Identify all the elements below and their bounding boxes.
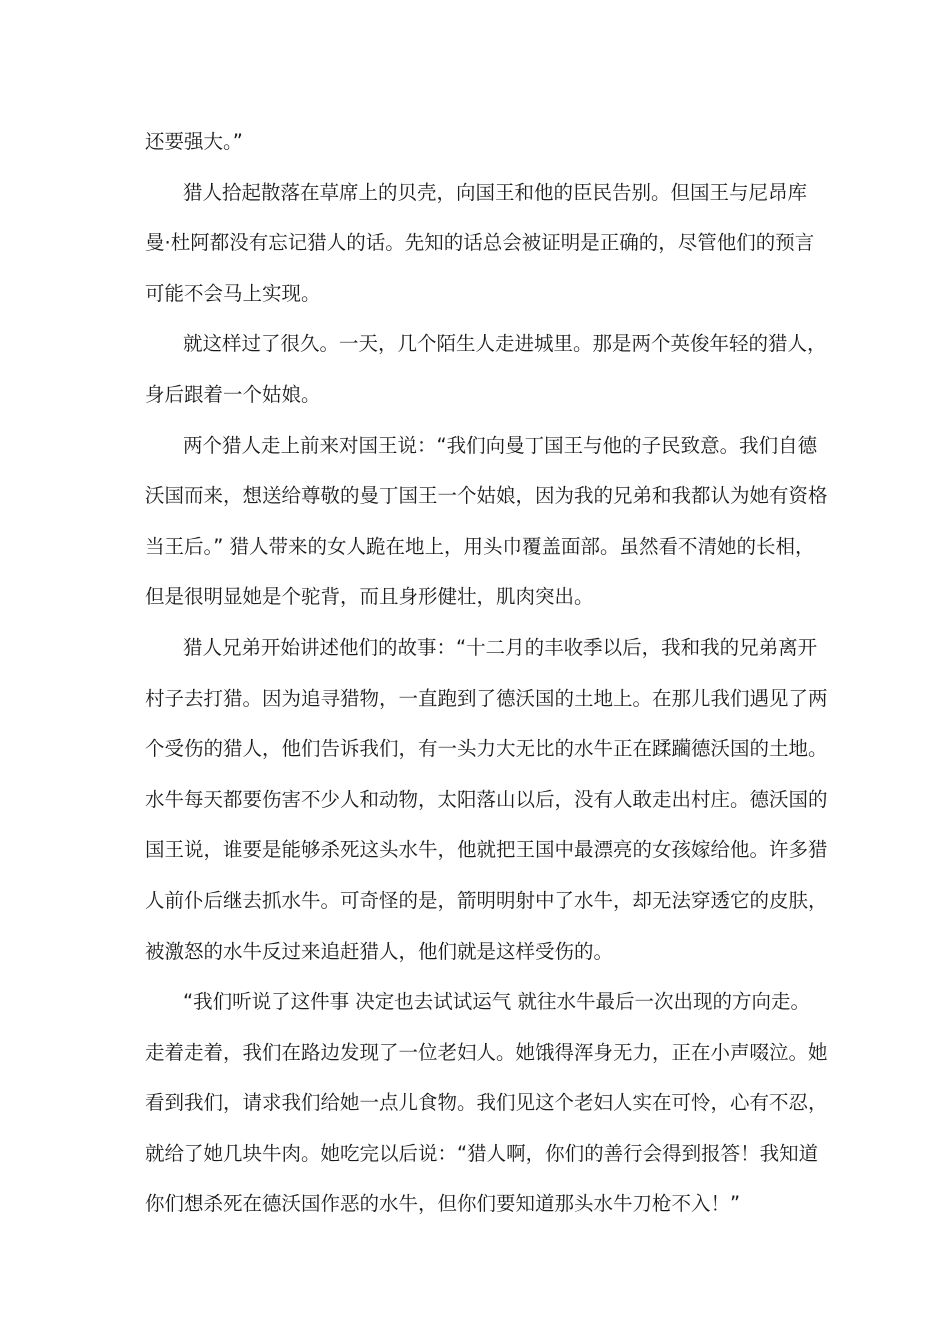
text-line: 但是很明显她是个驼背，而且身形健壮，肌肉突出。: [145, 585, 594, 609]
text-line: 还要强大。”: [145, 130, 243, 153]
text-line: 国王说，谁要是能够杀死这头水牛，他就把王国中最漂亮的女孩嫁给他。许多猎: [145, 838, 828, 862]
text-line: 走着走着，我们在路边发现了一位老妇人。她饿得浑身无力，正在小声啜泣。她: [145, 1040, 828, 1064]
text-line: 两个猎人走上前来对国王说：“我们向曼丁国王与他的子民致意。我们自德: [183, 433, 818, 457]
text-line: 身后跟着一个姑娘。: [145, 382, 321, 406]
text-line: 村子去打猎。因为追寻猎物，一直跑到了德沃国的土地上。在那儿我们遇见了两: [145, 686, 828, 710]
text-line: 可能不会马上实现。: [145, 281, 321, 305]
text-line: 猎人兄弟开始讲述他们的故事：“十二月的丰收季以后，我和我的兄弟离开: [183, 635, 818, 659]
text-line: 当王后。” 猎人带来的女人跪在地上，用头巾覆盖面部。虽然看不清她的长相，: [145, 534, 815, 558]
text-line: 看到我们，请求我们给她一点儿食物。我们见这个老妇人实在可怜，心有不忍，: [145, 1091, 828, 1115]
text-line: 就这样过了很久。一天，几个陌生人走进城里。那是两个英俊年轻的猎人，: [183, 332, 827, 356]
text-line: 猎人拾起散落在草席上的贝壳，向国王和他的臣民告别。但国王与尼昂库: [183, 180, 808, 204]
text-line: 曼·杜阿都没有忘记猎人的话。先知的话总会被证明是正确的，尽管他们的预言: [145, 231, 815, 255]
text-line: 个受伤的猎人，他们告诉我们，有一头力大无比的水牛正在蹂躏德沃国的土地。: [145, 737, 828, 761]
text-line: 水牛每天都要伤害不少人和动物，太阳落山以后，没有人敢走出村庄。德沃国的: [145, 787, 828, 811]
body-text: [145, 117, 828, 1230]
text-line: 被激怒的水牛反过来追赶猎人，他们就是这样受伤的。: [145, 939, 614, 963]
text-line: 你们想杀死在德沃国作恶的水牛，但你们要知道那头水牛刀枪不入！”: [145, 1192, 741, 1216]
text-line: 人前仆后继去抓水牛。可奇怪的是，箭明明射中了水牛，却无法穿透它的皮肤，: [145, 888, 828, 912]
text-line: “我们听说了这件事 决定也去试试运气 就往水牛最后一次出现的方向走。: [183, 990, 810, 1014]
text-line: 沃国而来，想送给尊敬的曼丁国王一个姑娘，因为我的兄弟和我都认为她有资格: [145, 484, 828, 508]
text-line: 就给了她几块牛肉。她吃完以后说：“猎人啊，你们的善行会得到报答！我知道: [145, 1141, 819, 1165]
